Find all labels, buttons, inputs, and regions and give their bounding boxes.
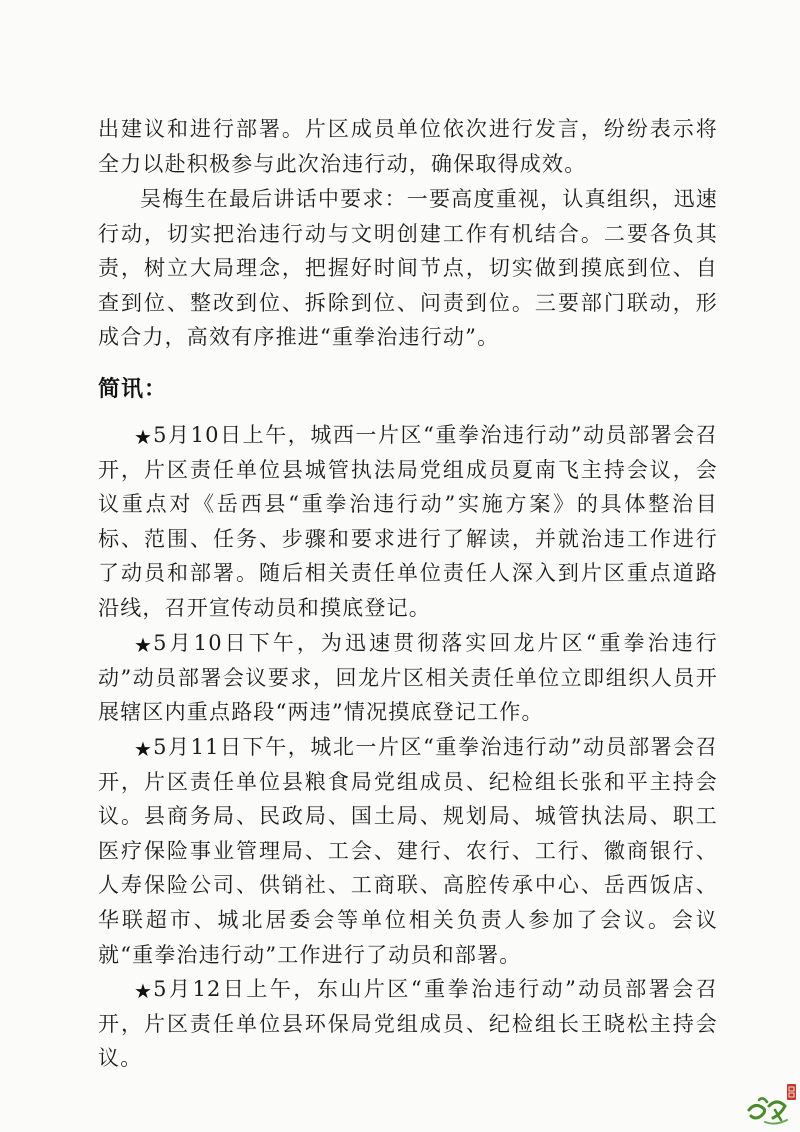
news-item-text: 5月10日下午，为迅速贯彻落实回龙片区“重拳治违行动”动员部署会议要求，回龙片区相关责任单位立即组织人员开展辖区内重点路段“两违”情况摸底登记工作。	[98, 631, 718, 725]
brief-news-heading: 简讯：	[98, 377, 168, 402]
paragraph-text: 吴梅生在最后讲话中要求：一要高度重视，认真组织，迅速行动，切实把治违行动与文明创建工作有机结合。二要各负其责，树立大局理念，把握好时间节点，切实做到摸底到位、自查到位、整改到位、拆除到位、问责到位。三要部门联动，形成合力，高效有序推进“重拳治违行动”。	[98, 187, 718, 350]
news-item-dongshan	[98, 972, 718, 1076]
yuexi-logo-graphic	[745, 1080, 797, 1128]
star-icon: ★	[134, 979, 154, 1003]
news-item-text: 5月12日上午，东山片区“重拳治违行动”动员部署会召开，片区责任单位县环保局党组成员、纪检组长王晓松主持会议。	[98, 977, 718, 1071]
star-icon: ★	[134, 737, 154, 761]
news-item-text: 5月10日上午，城西一片区“重拳治违行动”动员部署会召开，片区责任单位县城管执法局党组成员夏南飞主持会议，会议重点对《岳西县“重拳治违行动”实施方案》的具体整治目标、范围、任务、步骤和要求进行了解读，并就治违工作进行了动员和部署。随后相关责任单位责任人深入到片区重点道路沿线，召开宣传动员和摸底登记。	[98, 423, 718, 620]
star-icon: ★	[134, 425, 154, 449]
paragraph-wu-meisheng-requirements	[98, 182, 718, 355]
yuexi-logo	[745, 1080, 797, 1128]
news-item-text: 5月11日下午，城北一片区“重拳治违行动”动员部署会召开，片区责任单位县粮食局党组成员、纪检组长张和平主持会议。县商务局、民政局、国土局、规划局、城管执法局、职工医疗保险事业管理局、工会、建行、农行、工行、徽商银行、人寿保险公司、供销社、工商联、高腔传承中心、岳西饭店、华联超市、城北居委会等单位相关负责人参加了会议。会议就“重拳治违行动”工作进行了动员和部署。	[98, 735, 718, 967]
news-item-chengxi	[98, 418, 718, 626]
news-item-huilong	[98, 626, 718, 730]
news-item-chengbei	[98, 730, 718, 972]
paragraph-meeting-continuation	[98, 112, 718, 181]
star-icon: ★	[134, 633, 154, 657]
paragraph-text: 出建议和进行部署。片区成员单位依次进行发言，纷纷表示将全力以赴积极参与此次治违行动，确保取得成效。	[98, 117, 718, 176]
